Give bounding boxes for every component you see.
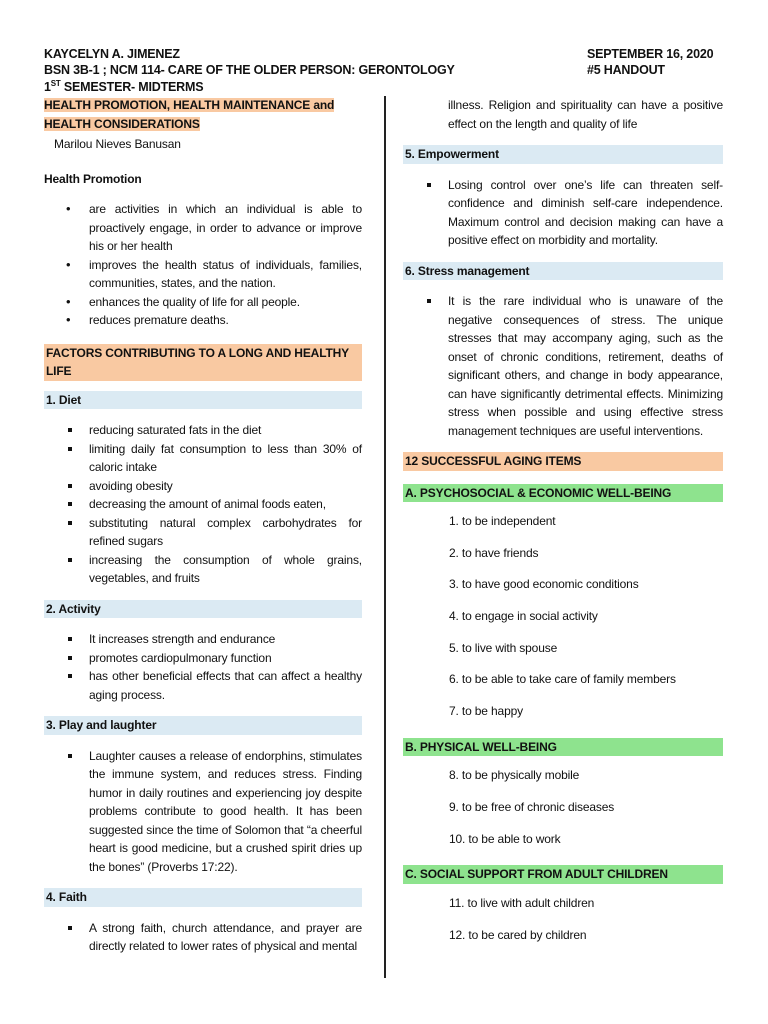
- list-item: A strong faith, church attendance, and prayer are directly related to lower rates of physical and mental: [44, 919, 362, 956]
- list-item: 10. to be able to work: [449, 831, 561, 846]
- right-column: [403, 96, 723, 961]
- course-title: BSN 3B-1 ; NCM 114- CARE OF THE OLDER PERSON: GERONTOLOGY: [44, 63, 455, 77]
- stress-heading: 6. Stress management: [403, 262, 723, 281]
- list-item: 4. to engage in social activity: [449, 609, 598, 624]
- list-item: 12. to be cared by children: [449, 927, 587, 942]
- section-a-heading: A. PSYCHOSOCIAL & ECONOMIC WELL-BEING: [403, 484, 723, 503]
- diet-list: [44, 421, 362, 588]
- empowerment-list: [403, 176, 723, 250]
- list-item: • improves the health status of individuals, families, communities, states, and the nation.: [44, 256, 362, 293]
- list-item: increasing the consumption of whole grains, vegetables, and fruits: [44, 551, 362, 588]
- list-item: substituting natural complex carbohydrates for refined sugars: [44, 514, 362, 551]
- list-item: 2. to have friends: [449, 545, 539, 560]
- activity-list: [44, 630, 362, 704]
- section-c-heading: C. SOCIAL SUPPORT FROM ADULT CHILDREN: [403, 865, 723, 884]
- factors-heading: FACTORS CONTRIBUTING TO A LONG AND HEALTHY LIFE: [44, 344, 362, 381]
- list-item: Losing control over one’s life can threaten self-confidence and diminish self-care independence. Maximum control and decision making can have a positive effect on morbidity and mortality.: [403, 176, 723, 250]
- list-item: 7. to be happy: [449, 704, 523, 719]
- play-list: [44, 747, 362, 877]
- diet-heading: 1. Diet: [44, 391, 362, 410]
- stress-list: [403, 292, 723, 440]
- list-item: 3. to have good economic conditions: [449, 577, 639, 592]
- list-item: avoiding obesity: [44, 477, 362, 496]
- list-item: It increases strength and endurance: [44, 630, 362, 649]
- list-item: • enhances the quality of life for all people.: [44, 293, 362, 312]
- empowerment-heading: 5. Empowerment: [403, 145, 723, 164]
- document-date: SEPTEMBER 16, 2020: [587, 47, 714, 61]
- list-item: • are activities in which an individual is able to proactively engage, in order to advance or improve his or her health: [44, 200, 362, 256]
- handout-number: #5 HANDOUT: [587, 63, 665, 77]
- faith-list: [44, 919, 362, 956]
- section-b-heading: B. PHYSICAL WELL-BEING: [403, 738, 723, 757]
- section-a-items: [403, 512, 723, 734]
- section-b-items: [403, 766, 723, 861]
- list-item: reducing saturated fats in the diet: [44, 421, 362, 440]
- health-promotion-heading: Health Promotion: [44, 171, 142, 186]
- list-item: 8. to be physically mobile: [449, 768, 580, 783]
- list-item: 11. to live with adult children: [449, 895, 595, 910]
- student-name: KAYCELYN A. JIMENEZ: [44, 47, 180, 61]
- list-item: promotes cardiopulmonary function: [44, 649, 362, 668]
- play-heading: 3. Play and laughter: [44, 716, 362, 735]
- list-item: 9. to be free of chronic diseases: [449, 800, 615, 814]
- list-item: decreasing the amount of animal foods eaten,: [44, 495, 362, 514]
- author-name: Marilou Nieves Banusan: [54, 137, 181, 151]
- faith-heading: 4. Faith: [44, 888, 362, 907]
- list-item: limiting daily fat consumption to less than 30% of caloric intake: [44, 440, 362, 477]
- left-column: [44, 96, 362, 968]
- section-c-items: [403, 894, 723, 957]
- faith-continued: illness. Religion and spirituality can have a positive effect on the length and quality of life: [448, 98, 723, 131]
- list-item: 6. to be able to take care of family members: [449, 672, 676, 687]
- aging-items-heading: 12 SUCCESSFUL AGING ITEMS: [403, 452, 723, 471]
- column-divider: [384, 96, 386, 978]
- list-item: 5. to live with spouse: [449, 640, 558, 655]
- list-item: It is the rare individual who is unaware of the negative consequences of stress. The unique stresses that may accompany aging, such as the onset of chronic conditions, retirement, deaths of significant others, and change in body appearance, can have significantly detrimental effects. Minimizing stress when possible and using effective stress management techniques are useful interventions.: [403, 292, 723, 440]
- document-title: HEALTH PROMOTION, HEALTH MAINTENANCE and HEALTH CONSIDERATIONS: [44, 98, 335, 131]
- health-promotion-list: [44, 200, 362, 330]
- list-item: • reduces premature deaths.: [44, 311, 362, 330]
- semester-line: 1ST SEMESTER- MIDTERMS: [44, 79, 204, 95]
- list-item: Laughter causes a release of endorphins, stimulates the immune system, and reduces stress. Finding humor in daily routines and experiencing joy despite problems contribute to good health. It has been suggested since the time of Solomon that “a cheerful heart is good medicine, but a crushed spirit dries up the bones” (Proverbs 17:22).: [44, 747, 362, 877]
- list-item: 1. to be independent: [449, 514, 556, 528]
- list-item: has other beneficial effects that can affect a healthy aging process.: [44, 667, 362, 704]
- activity-heading: 2. Activity: [44, 600, 362, 619]
